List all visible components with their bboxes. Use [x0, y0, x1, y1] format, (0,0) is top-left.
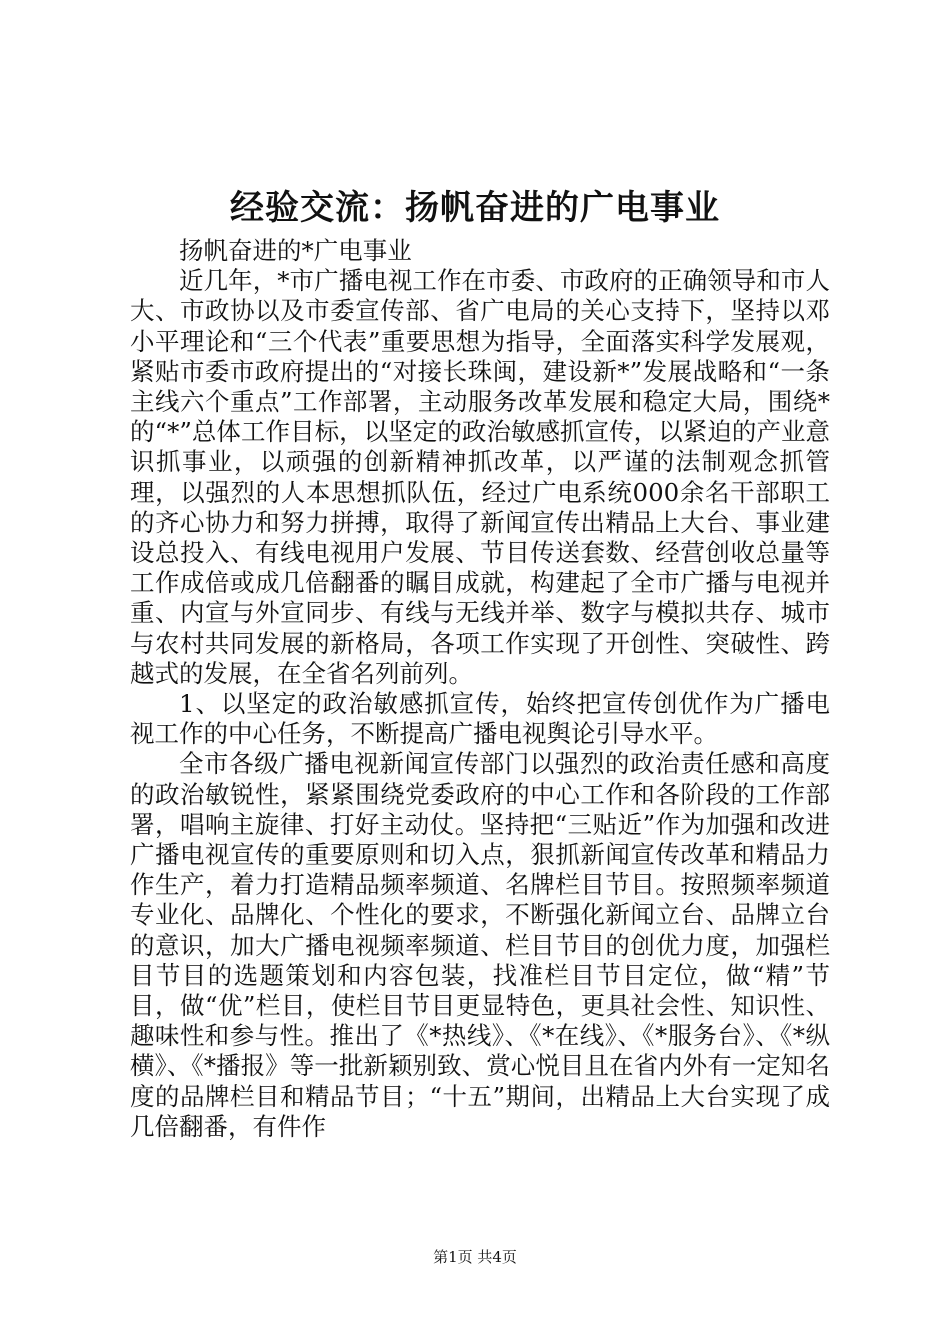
paragraph-section-1-body: 全市各级广播电视新闻宣传部门以强烈的政治责任感和高度的政治敏锐性，紧紧围绕党委政府的中心工作和各阶段的工作部署，唱响主旋律、打好主动仗。坚持把“三贴近”作为加强和改进广播电视宣传的重要原则和切入点，狠抓新闻宣传改革和精品力作生产，着力打造精品频率频道、名牌栏目节目。按照频率频道专业化、品牌化、个性化的要求，不断强化新闻立台、品牌立台的意识，加大广播电视频率频道、栏目节目的创优力度，加强栏目节目的选题策划和内容包装，找准栏目节目定位，做“精”节目，做“优”栏目，使栏目节目更显特色，更具社会性、知识性、趣味性和参与性。推出了《*热线》、《*在线》、《*服务台》、《*纵横》、《*播报》等一批新颖别致、赏心悦目且在省内外有一定知名度的品牌栏目和精品节目；“十五”期间，出精品上大台实现了成几倍翻番，有件作	[130, 749, 830, 1141]
paragraph-subtitle: 扬帆奋进的*广电事业	[179, 236, 412, 265]
page-footer: 第1页 共4页	[433, 1248, 517, 1266]
document-title: 经验交流：扬帆奋进的广电事业	[230, 188, 720, 228]
paragraph-section-1-heading: 1、以坚定的政治敏感抓宣传，始终把宣传创优作为广播电视工作的中心任务，不断提高广播电视舆论引导水平。	[130, 689, 830, 749]
paragraph-intro: 近几年，*市广播电视工作在市委、市政府的正确领导和市人大、市政协以及市委宣传部、省广电局的关心支持下，坚持以邓小平理论和“三个代表”重要思想为指导，全面落实科学发展观，紧贴市委市政府提出的“对接长珠闽，建设新*”发展战略和“一条主线六个重点”工作部署，主动服务改革发展和稳定大局，围绕*的“*”总体工作目标，以坚定的政治敏感抓宣传，以紧迫的产业意识抓事业，以顽强的创新精神抓改革，以严谨的法制观念抓管理，以强烈的人本思想抓队伍，经过广电系统000余名干部职工的齐心协力和努力拼搏，取得了新闻宣传出精品上大台、事业建设总投入、有线电视用户发展、节目传送套数、经营创收总量等工作成倍或成几倍翻番的瞩目成就，构建起了全市广播与电视并重、内宣与外宣同步、有线与无线并举、数字与模拟共存、城市与农村共同发展的新格局，各项工作实现了开创性、突破性、跨越式的发展，在全省名列前列。	[130, 266, 830, 688]
document-body	[130, 236, 830, 1142]
